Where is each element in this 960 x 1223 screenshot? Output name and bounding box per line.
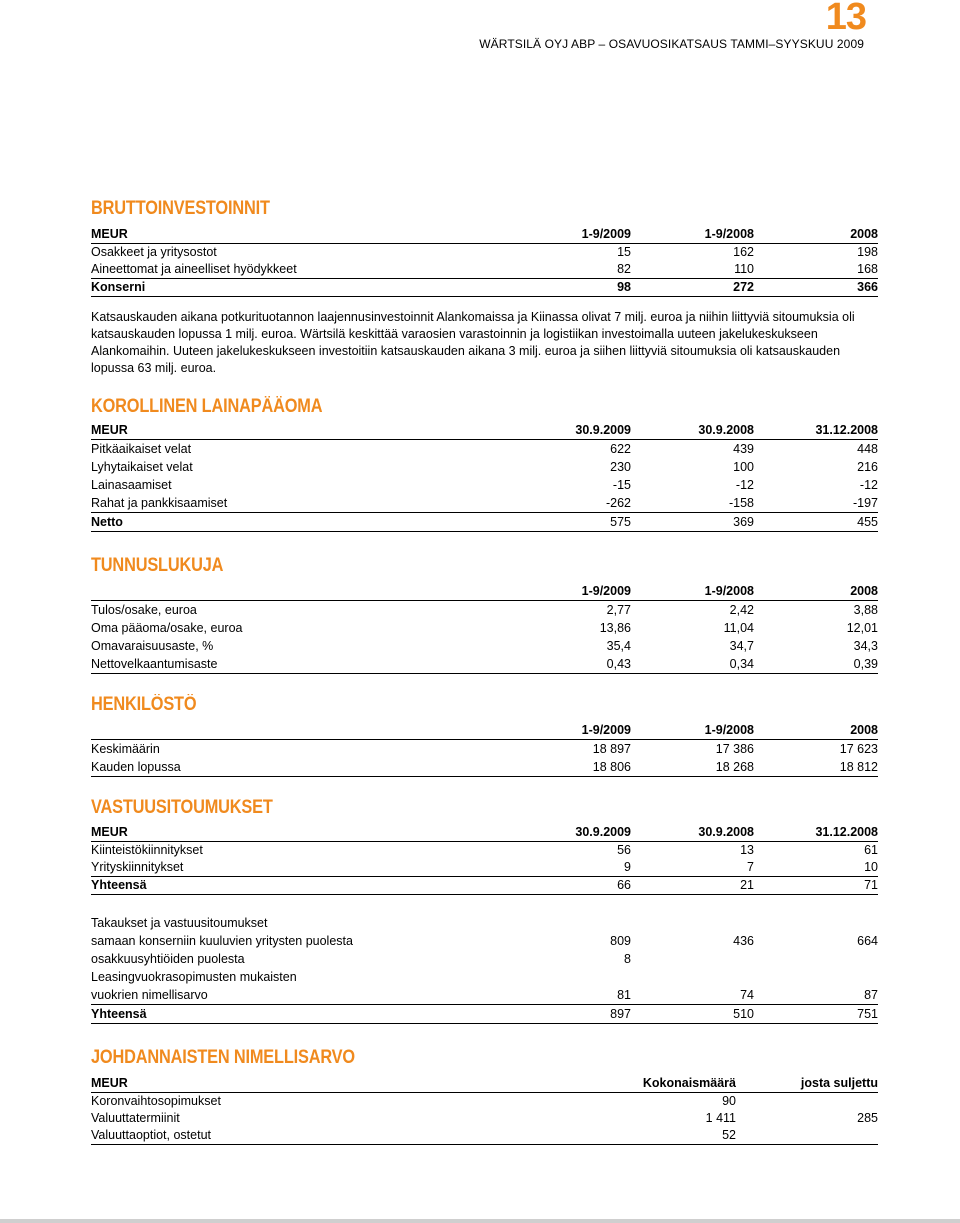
cell bbox=[501, 968, 631, 986]
column-header: 2008 bbox=[754, 226, 878, 244]
cell bbox=[754, 914, 878, 932]
column-header: 1-9/2009 bbox=[501, 226, 631, 244]
row-label: Oma pääoma/osake, euroa bbox=[91, 621, 243, 635]
table-row bbox=[91, 842, 878, 860]
table-row bbox=[91, 619, 878, 637]
cell: 13,86 bbox=[599, 621, 631, 635]
cell bbox=[631, 914, 754, 932]
cell: -12 bbox=[859, 478, 878, 492]
row-label: Osakkeet ja yritysostot bbox=[91, 245, 217, 259]
section-title: HENKILÖSTÖ bbox=[91, 694, 197, 715]
lainapaaoma-table bbox=[91, 422, 878, 532]
table-row bbox=[91, 932, 878, 950]
cell: 1 411 bbox=[705, 1111, 736, 1125]
cell: 10 bbox=[754, 859, 878, 877]
table-row bbox=[91, 914, 878, 932]
section-title: BRUTTOINVESTOINNIT bbox=[91, 198, 270, 219]
cell: 34,3 bbox=[853, 639, 878, 653]
cell: 622 bbox=[610, 442, 631, 456]
row-label: Netto bbox=[91, 513, 501, 532]
cell: 100 bbox=[733, 460, 754, 474]
section-title: VASTUUSITOUMUKSET bbox=[91, 797, 273, 818]
cell bbox=[754, 968, 878, 986]
cell: 369 bbox=[631, 513, 754, 532]
cell: 56 bbox=[617, 843, 631, 857]
section-korollinen-lainapaaoma bbox=[91, 396, 878, 532]
cell: 66 bbox=[501, 877, 631, 895]
row-label: Kauden lopussa bbox=[91, 758, 501, 777]
table-row bbox=[91, 877, 878, 895]
cell: 168 bbox=[754, 261, 878, 279]
column-header: 1-9/2008 bbox=[631, 226, 754, 244]
column-header: 1-9/2008 bbox=[631, 722, 754, 740]
row-label: Keskimäärin bbox=[91, 742, 160, 756]
table-row bbox=[91, 458, 878, 476]
row-label: Pitkäaikaiset velat bbox=[91, 442, 192, 456]
column-header: Kokonaismäärä bbox=[576, 1075, 736, 1093]
table-row bbox=[91, 261, 878, 279]
table-row bbox=[91, 1110, 878, 1127]
cell: 751 bbox=[754, 1005, 878, 1024]
cell bbox=[754, 950, 878, 968]
table-row bbox=[91, 1005, 878, 1024]
cell: 87 bbox=[754, 986, 878, 1005]
vastuusitoumukset-table bbox=[91, 824, 878, 895]
row-label: osakkuusyhtiöiden puolesta bbox=[91, 952, 245, 966]
column-header: 30.9.2008 bbox=[631, 422, 754, 440]
cell: 74 bbox=[631, 986, 754, 1005]
section-title: TUNNUSLUKUJA bbox=[91, 555, 224, 576]
column-header: MEUR bbox=[91, 226, 501, 244]
cell: 2,77 bbox=[606, 603, 631, 617]
cell: 448 bbox=[857, 442, 878, 456]
cell: 664 bbox=[857, 934, 878, 948]
footer-bar bbox=[0, 1219, 960, 1223]
cell: 11,04 bbox=[723, 621, 754, 635]
cell: 0,43 bbox=[501, 655, 631, 674]
row-label: samaan konserniin kuuluvien yritysten puolesta bbox=[91, 934, 353, 948]
cell: 12,01 bbox=[846, 621, 878, 635]
column-header: josta suljettu bbox=[736, 1075, 878, 1093]
column-header: 1-9/2009 bbox=[501, 722, 631, 740]
table-row bbox=[91, 1093, 878, 1111]
cell: 18 268 bbox=[631, 758, 754, 777]
row-label: Rahat ja pankkisaamiset bbox=[91, 494, 501, 513]
cell: -197 bbox=[754, 494, 878, 513]
section-johdannaisten-nimellisarvo bbox=[91, 1047, 878, 1145]
cell: 436 bbox=[733, 934, 754, 948]
cell: 7 bbox=[631, 859, 754, 877]
column-header: 30.9.2009 bbox=[501, 824, 631, 842]
section-title: KOROLLINEN LAINAPÄÄOMA bbox=[91, 396, 323, 417]
table-row bbox=[91, 859, 878, 877]
table-row bbox=[91, 655, 878, 674]
cell: 230 bbox=[610, 460, 631, 474]
cell: 8 bbox=[624, 952, 631, 966]
cell bbox=[631, 968, 754, 986]
cell: 21 bbox=[631, 877, 754, 895]
section-henkilosto bbox=[91, 694, 878, 777]
cell bbox=[501, 914, 631, 932]
cell: 34,7 bbox=[729, 639, 754, 653]
cell: 71 bbox=[754, 877, 878, 895]
table-row bbox=[91, 986, 878, 1005]
table-header-row bbox=[91, 824, 878, 842]
row-label: Leasingvuokrasopimusten mukaisten bbox=[91, 970, 297, 984]
cell: 18 897 bbox=[592, 742, 631, 756]
cell: 15 bbox=[617, 245, 631, 259]
cell: 162 bbox=[733, 245, 754, 259]
column-header: 31.12.2008 bbox=[754, 422, 878, 440]
row-label: Aineettomat ja aineelliset hyödykkeet bbox=[91, 261, 501, 279]
table-row bbox=[91, 244, 878, 262]
column-header: 1-9/2008 bbox=[631, 583, 754, 601]
table-row bbox=[91, 601, 878, 620]
row-label: Lyhytaikaiset velat bbox=[91, 460, 193, 474]
column-header bbox=[91, 722, 501, 740]
column-header: MEUR bbox=[91, 1075, 576, 1093]
cell: 0,34 bbox=[631, 655, 754, 674]
row-label: Koronvaihtosopimukset bbox=[91, 1094, 221, 1108]
cell: 82 bbox=[501, 261, 631, 279]
cell bbox=[631, 950, 754, 968]
row-label: Kiinteistökiinnitykset bbox=[91, 843, 203, 857]
table-row bbox=[91, 968, 878, 986]
row-label: Valuuttatermiinit bbox=[91, 1111, 180, 1125]
row-label: Omavaraisuusaste, % bbox=[91, 639, 214, 653]
table-header-row bbox=[91, 1075, 878, 1093]
table-row bbox=[91, 1127, 878, 1145]
cell: 3,88 bbox=[853, 603, 878, 617]
row-label: Yhteensä bbox=[91, 877, 501, 895]
table-row bbox=[91, 513, 878, 532]
johdannaiset-table bbox=[91, 1075, 878, 1145]
table-header-row bbox=[91, 583, 878, 601]
cell: 897 bbox=[501, 1005, 631, 1024]
table-row bbox=[91, 494, 878, 513]
cell: 455 bbox=[754, 513, 878, 532]
section-title: JOHDANNAISTEN NIMELLISARVO bbox=[91, 1047, 355, 1068]
table-row bbox=[91, 637, 878, 655]
cell: 216 bbox=[857, 460, 878, 474]
row-label: Tulos/osake, euroa bbox=[91, 603, 197, 617]
cell: 18 812 bbox=[754, 758, 878, 777]
vastuusitoumukset-table-2 bbox=[91, 914, 878, 1024]
row-label: Yrityskiinnitykset bbox=[91, 859, 501, 877]
table-row bbox=[91, 950, 878, 968]
table-row bbox=[91, 440, 878, 459]
cell: 272 bbox=[631, 279, 754, 297]
section-bruttoinvestoinnit bbox=[91, 198, 878, 377]
cell: 110 bbox=[631, 261, 754, 279]
row-label: Valuuttaoptiot, ostetut bbox=[91, 1127, 576, 1145]
henkilosto-table bbox=[91, 722, 878, 777]
column-header: 2008 bbox=[754, 583, 878, 601]
cell: 198 bbox=[857, 245, 878, 259]
column-header: 31.12.2008 bbox=[754, 824, 878, 842]
row-label: Nettovelkaantumisaste bbox=[91, 655, 501, 674]
cell: -15 bbox=[612, 478, 631, 492]
column-header: MEUR bbox=[91, 422, 501, 440]
cell: 98 bbox=[501, 279, 631, 297]
row-label: Konserni bbox=[91, 279, 501, 297]
row-label: Takaukset ja vastuusitoumukset bbox=[91, 916, 268, 930]
cell: -158 bbox=[631, 494, 754, 513]
cell: 809 bbox=[610, 934, 631, 948]
table-row bbox=[91, 279, 878, 297]
cell: 9 bbox=[501, 859, 631, 877]
column-header: 30.9.2008 bbox=[631, 824, 754, 842]
cell: 575 bbox=[501, 513, 631, 532]
cell: 0,39 bbox=[754, 655, 878, 674]
cell: -12 bbox=[735, 478, 754, 492]
row-label: Lainasaamiset bbox=[91, 478, 172, 492]
cell: 285 bbox=[857, 1111, 878, 1125]
table-header-row bbox=[91, 722, 878, 740]
brutto-table bbox=[91, 226, 878, 297]
cell: 18 806 bbox=[501, 758, 631, 777]
section-tunnuslukuja bbox=[91, 555, 878, 674]
cell: 81 bbox=[501, 986, 631, 1005]
page-number: 13 bbox=[825, 0, 866, 38]
running-header: WÄRTSILÄ OYJ ABP – OSAVUOSIKATSAUS TAMMI–SYYSKUU 2009 bbox=[479, 37, 864, 51]
column-header bbox=[91, 583, 501, 601]
table-header-row bbox=[91, 422, 878, 440]
table-header-row bbox=[91, 226, 878, 244]
row-label: Yhteensä bbox=[91, 1005, 501, 1024]
cell: 366 bbox=[754, 279, 878, 297]
column-header: 1-9/2009 bbox=[501, 583, 631, 601]
tunnusluvut-table bbox=[91, 583, 878, 674]
cell: 17 623 bbox=[839, 742, 878, 756]
cell: -262 bbox=[501, 494, 631, 513]
cell: 52 bbox=[576, 1127, 736, 1145]
cell: 61 bbox=[864, 843, 878, 857]
table-row bbox=[91, 740, 878, 759]
cell: 439 bbox=[733, 442, 754, 456]
cell: 13 bbox=[740, 843, 754, 857]
table-row bbox=[91, 758, 878, 777]
table-row bbox=[91, 476, 878, 494]
cell: 90 bbox=[722, 1094, 736, 1108]
cell: 17 386 bbox=[715, 742, 754, 756]
cell: 2,42 bbox=[729, 603, 754, 617]
cell: 510 bbox=[631, 1005, 754, 1024]
brutto-paragraph: Katsauskauden aikana potkurituotannon laajennusinvestoinnit Alankomaissa ja Kiinassa olivat 7 milj. euroa ja niihin liittyviä sitoumuksia oli katsauskauden lopussa 1 milj. euroa. Wärtsilä keskittää varaosien varastoinnin ja logistiikan investoimalla uuteen jakelukeskukseen Alankomaihin. Uuteen jakelukeskukseen investoitiin katsauskauden aikana 3 milj. euroa ja siihen liittyviä sitoumuksia oli katsauskauden lopussa 63 milj. euroa. bbox=[91, 310, 855, 375]
cell bbox=[736, 1127, 878, 1145]
section-vastuusitoumukset bbox=[91, 797, 878, 1024]
cell bbox=[736, 1093, 878, 1111]
column-header: 30.9.2009 bbox=[501, 422, 631, 440]
cell: 35,4 bbox=[606, 639, 631, 653]
column-header: MEUR bbox=[91, 824, 501, 842]
row-label: vuokrien nimellisarvo bbox=[91, 986, 501, 1005]
column-header: 2008 bbox=[754, 722, 878, 740]
